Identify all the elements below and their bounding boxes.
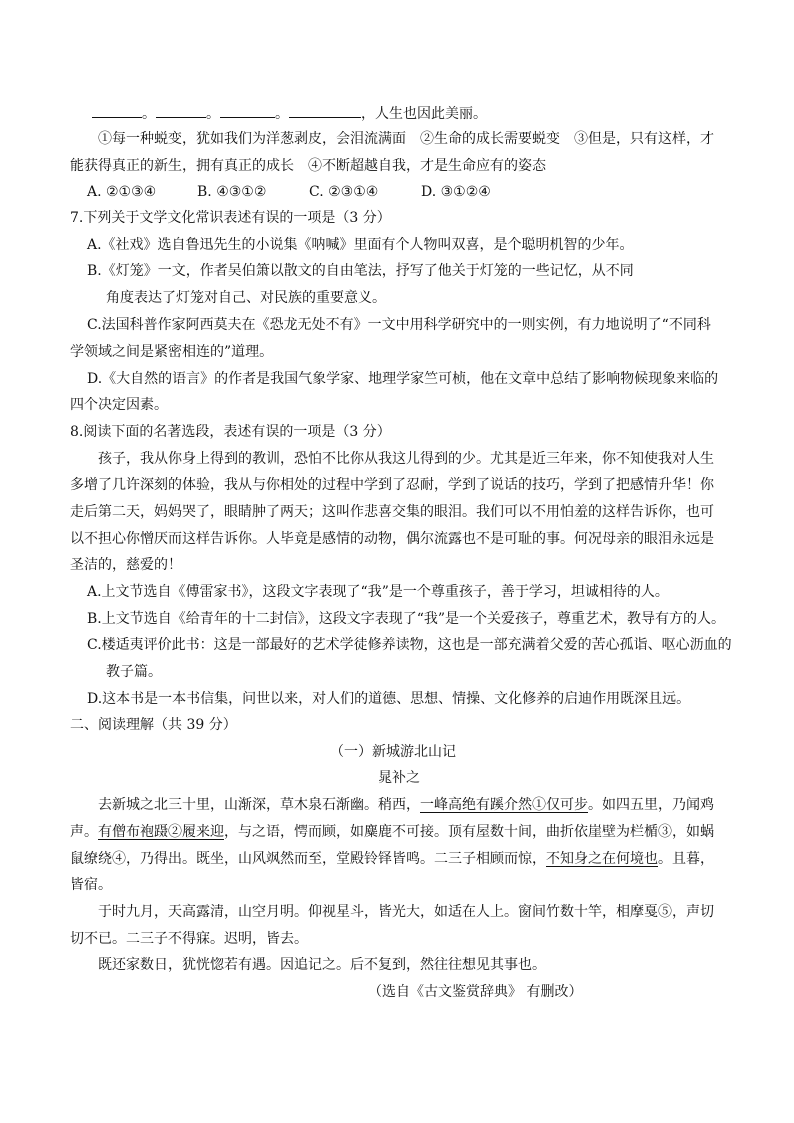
q6-choice-d: D. ③①②④ <box>421 184 491 200</box>
section-heading: 二、阅读理解（共 39 分） <box>70 717 237 733</box>
separator: 。 <box>275 106 289 122</box>
q8-option-c-line2: 教子篇。 <box>106 664 162 680</box>
q8-excerpt-line5: 圣洁的，慈爱的！ <box>70 557 182 573</box>
q8-excerpt-line3: 走后第二天，妈妈哭了，眼睛肿了两天；这叫作悲喜交集的眼泪。我们可以不用怕羞的这样告诉你，也可 <box>70 504 714 520</box>
q6-choice-a: A. ②①③④ <box>87 184 157 200</box>
answer-blank <box>220 103 275 118</box>
q8-option-b: B.上文节选自《给青年的十二封信》，这段文字表现了“我”是一个关爱孩子，尊重艺术，教导有方的人。 <box>87 611 726 627</box>
answer-blank <box>156 103 206 118</box>
separator: 。 <box>206 106 220 122</box>
passage-title: （一）新城游北山记 <box>330 744 456 760</box>
q8-option-d: D.这本书是一本书信集，问世以来，对人们的道德、思想、情操、文化修养的启迪作用既深且远。 <box>87 691 691 707</box>
answer-blank <box>92 103 142 118</box>
passage-text: 。如四五里，乃闻鸡 <box>588 797 714 813</box>
q7-option-b-line2: 角度表达了灯笼对自己、对民族的重要意义。 <box>106 290 386 306</box>
q7-stem: 7.下列关于文学文化常识表述有误的一项是（3 分） <box>70 210 391 226</box>
q6-options-line2: 能获得真正的新生，拥有真正的成长 ④不断超越自我，才是生命应有的姿态 <box>70 158 546 174</box>
answer-blank <box>289 103 361 118</box>
q8-excerpt-line2: 多增了几许深刻的体验，我从与你相处的过程中学到了忍耐，学到了说话的技巧，学到了把感情升华！你 <box>70 477 714 493</box>
passage-line3 <box>70 849 714 869</box>
passage-line5: 于时九月，天高露清，山空月明。仰视星斗，皆光大，如适在人上。窗间竹数十竿，相摩戛⑤，声切 <box>98 904 714 920</box>
q7-option-c-line2: 学领域之间是紧密相连的”道理。 <box>70 344 274 360</box>
q6-choice-b: B. ④③①② <box>197 184 267 200</box>
passage-text: 声。 <box>70 824 98 840</box>
passage-line7: 既还家数日，犹恍惚若有遇。因追记之。后不复到，然往往想见其事也。 <box>98 957 546 973</box>
q7-option-d-line2: 四个决定因素。 <box>70 397 168 413</box>
passage-line6: 切不已。二三子不得寐。迟明，皆去。 <box>70 931 308 947</box>
passage-text: 去新城之北三十里，山渐深，草木泉石渐幽。稍西， <box>98 797 420 813</box>
q7-option-c-line1: C.法国科普作家阿西莫夫在《恐龙无处不有》一文中用科学研究中的一则实例，有力地说明了“不同科 <box>87 317 711 333</box>
passage-line2 <box>70 822 714 842</box>
q6-choices <box>87 182 491 202</box>
q8-stem: 8.阅读下面的名著选段，表述有误的一项是（3 分） <box>70 424 391 440</box>
passage-text: 鼠缭绕④，乃得出。既坐，山风飒然而至，堂殿铃铎皆鸣。二三子相顾而惊， <box>70 851 546 867</box>
q8-option-c-line1: C.楼适夷评价此书：这是一部最好的艺术学徒修养读物，这也是一部充满着父爱的苦心孤诣、呕心沥血的 <box>87 637 732 653</box>
passage-line1 <box>98 795 714 815</box>
passage-text: 。且暮， <box>658 851 714 867</box>
q6-options-line1: ①每一种蜕变，犹如我们为洋葱剥皮，会泪流满面 ②生命的成长需要蜕变 ③但是，只有这样，才 <box>98 131 714 147</box>
q7-option-b-line1: B.《灯笼》一文，作者吴伯箫以散文的自由笔法，抒写了他关于灯笼的一些记忆，从不同 <box>87 263 634 279</box>
q6-stem-line <box>92 103 487 124</box>
q8-option-a: A.上文节选自《傅雷家书》，这段文字表现了“我”是一个尊重孩子，善于学习，坦诚相待的人。 <box>87 584 669 600</box>
passage-source: （选自《古文鉴赏辞典》 有删改） <box>368 984 583 1000</box>
q7-option-d-line1: D.《大自然的语言》的作者是我国气象学家、地理学家竺可桢，他在文章中总结了影响物候现象来临的 <box>87 371 719 387</box>
q7-option-a: A.《社戏》选自鲁迅先生的小说集《呐喊》里面有个人物叫双喜，是个聪明机智的少年。 <box>87 237 634 253</box>
passage-text: ，与之语，愕而顾，如麋鹿不可接。顶有屋数十间，曲折依崖壁为栏楯③，如蜗 <box>224 824 714 840</box>
q6-stem-tail: ，人生也因此美丽。 <box>361 106 487 122</box>
separator: 。 <box>142 106 156 122</box>
q6-choice-c: C. ②③①④ <box>309 184 379 200</box>
passage-line4: 皆宿。 <box>70 877 112 893</box>
q8-excerpt-line4: 以不担心你憎厌而这样告诉你。人毕竟是感情的动物，偶尔流露也不是可耻的事。何况母亲的眼泪永远是 <box>70 531 714 547</box>
underlined-sentence: 一峰高绝有蹊介然①仅可步 <box>420 797 588 813</box>
q8-excerpt-line1: 孩子，我从你身上得到的教训，恐怕不比你从我这儿得到的少。尤其是近三年来，你不知使我对人生 <box>98 451 714 467</box>
underlined-sentence: 有僧布袍蹑②履来迎 <box>98 824 224 840</box>
underlined-sentence: 不知身之在何境也 <box>546 851 658 867</box>
passage-author: 晁补之 <box>378 770 420 786</box>
